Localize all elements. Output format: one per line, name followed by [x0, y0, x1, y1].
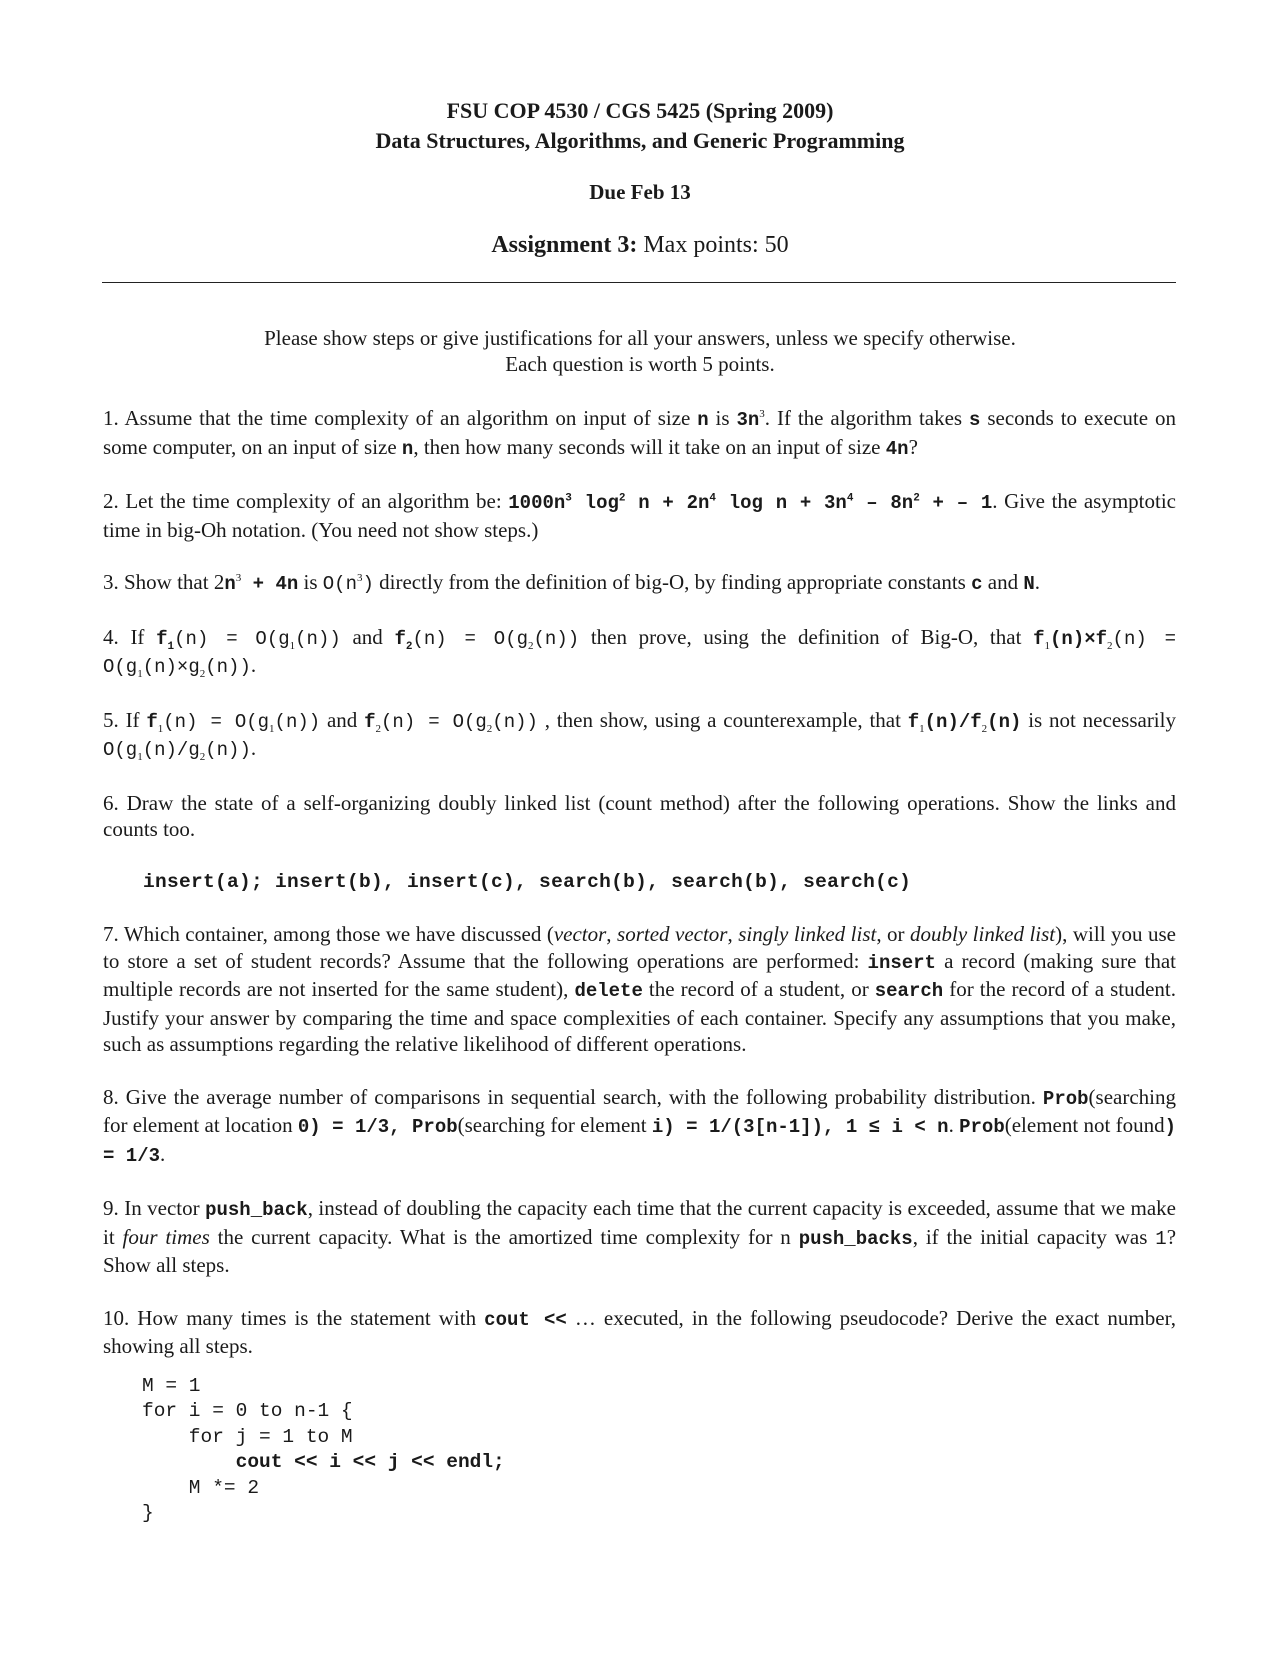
q1-text-d: seconds to execute on some computer, on an input of size: [103, 406, 1176, 459]
code-line: }: [142, 1502, 154, 1524]
q1-var-s: s: [969, 409, 981, 431]
q5-text-c: is not necessarily: [1021, 707, 1176, 732]
q8-text-b: (searching for element at location: [103, 1084, 1176, 1137]
question-6: 6. Draw the state of a self-organizing doubly linked list (count method) after the following operations. Show the links and counts too.: [103, 790, 1176, 841]
question-8: [103, 1084, 1176, 1170]
q4-text-a: 4. If: [103, 624, 157, 649]
q2-term-4: log n + 3n: [715, 492, 847, 514]
q3-text-c: directly from the definition of big-O, by finding appropriate constants: [373, 570, 972, 594]
question-7: [103, 921, 1176, 1058]
q3-text-end: .: [1034, 570, 1040, 594]
q1-text-f: ?: [908, 434, 918, 459]
q5-g1-sub: 1: [269, 722, 275, 735]
q4-text-end: .: [250, 653, 257, 677]
q1-exponent: 3: [759, 408, 765, 420]
q3-big-o-exp: 3: [357, 572, 363, 584]
q3-var-n: n: [224, 573, 236, 595]
max-points: Max points: 50: [643, 232, 789, 258]
q9-text-c: the current capacity. What is the amortized time complexity for n: [209, 1224, 799, 1249]
q2-term-4-exp: 4: [846, 492, 854, 505]
q7-container-sorted-vector: sorted vector: [617, 922, 728, 946]
q4-claim-times-g2: (n)×g: [142, 656, 200, 678]
q4-g1-rest: (n)): [295, 627, 341, 650]
q5-ratio-div-f2: (n)/f: [924, 710, 982, 733]
q4-g2-rest: (n)): [533, 627, 580, 650]
q3-exp: 3: [235, 572, 242, 584]
q5-g2-rest: (n)): [492, 710, 538, 733]
q8-value-1: ) = 1/3,: [309, 1116, 413, 1138]
instructions-line-2: Each question is worth 5 points.: [505, 352, 775, 376]
q4-premise-2: [394, 627, 413, 653]
assignment-label: Assignment 3:: [491, 232, 638, 258]
q5-text-b: , then show, using a counterexample, that: [537, 707, 908, 732]
q3-const-c: c: [971, 573, 983, 595]
q5-f2: f: [364, 710, 376, 733]
q7-text-e: for the record of a student. Justify your answer by comparing the time and space complexities of each container. Specify any assumptions that you make, such as assumptions regarding the relative likelihood of different operations.: [103, 977, 1176, 1056]
q5-o-g2-sub: 2: [199, 751, 206, 764]
q7-container-vector: vector: [553, 922, 607, 946]
q8-text-f: .: [948, 1113, 960, 1137]
q1-text-e: , then how many seconds will it take on an input of size: [413, 434, 886, 459]
question-1: [103, 405, 1176, 462]
due-date: Due Feb 13: [589, 180, 691, 204]
q5-f2-rest: (n) = O(g: [381, 710, 487, 733]
q1-text-a: 1. Assume that the time complexity of an algorithm on input of size: [103, 406, 698, 430]
q5-f2-sub: 2: [375, 722, 382, 735]
code-line: for i = 0 to n-1 {: [142, 1400, 353, 1422]
question-5: [103, 707, 1176, 764]
q4-claim-o-g1: (n) = O(g: [103, 627, 1176, 678]
q5-g2-sub: 2: [486, 722, 493, 735]
q4-claim-f1-sub: 1: [1044, 639, 1051, 652]
q5-ratio-f1: f: [907, 710, 920, 733]
q8-prob-3: Prob: [959, 1116, 1005, 1138]
q8-prob-2: Prob: [412, 1116, 458, 1138]
q10-cout: cout <<: [484, 1308, 567, 1331]
q5-ratio-f1-sub: 1: [919, 722, 925, 735]
q9-push-back: push_back: [205, 1199, 308, 1221]
q1-size-4n: 4n: [885, 437, 909, 460]
q4-text-and: and: [340, 624, 395, 649]
q3-text-b: is: [298, 570, 323, 594]
q7-sep-2: ,: [727, 922, 739, 946]
q4-f2-rest: (n) = O(g: [412, 627, 529, 650]
q5-text-end: .: [250, 736, 257, 760]
q4-g2-sub: 2: [528, 639, 534, 652]
q6-operations: insert(a); insert(b), insert(c), search(b), search(b), search(c): [143, 870, 912, 893]
code-line: cout << i << j << endl;: [142, 1451, 505, 1473]
q7-sep-3: , or: [876, 922, 911, 946]
q7-text-b: ), will you use to store a set of student records? Assume that the following operations are performed:: [103, 922, 1176, 973]
question-10: [103, 1305, 1176, 1360]
q2-term-3-exp: 4: [709, 492, 716, 505]
q10-pseudocode: [142, 1374, 1176, 1527]
q2-expression: [508, 492, 992, 514]
q7-text-c: a record (making sure that multiple records are not inserted for the same student),: [103, 948, 1176, 1001]
q7-text-d: the record of a student, or: [642, 977, 875, 1001]
q5-f1-rest: (n) = O(g: [163, 710, 270, 733]
question-4: [103, 624, 1176, 681]
q8-text-end: .: [160, 1141, 166, 1166]
q5-ratio-f2-sub: 2: [981, 722, 988, 735]
q9-four-times: four times: [122, 1224, 210, 1249]
course-subtitle: Data Structures, Algorithms, and Generic Programming: [375, 128, 905, 153]
q2-term-1-exp: 3: [565, 492, 572, 505]
q9-text-a: 9. In vector: [103, 1196, 206, 1220]
q3-plus-4n: + 4n: [241, 573, 299, 595]
q9-text-b: , instead of doubling the capacity each time that the current capacity is exceeded, assume that we make it: [103, 1196, 1176, 1249]
q1-var-n: n: [697, 409, 709, 431]
q3-big-o-close: ): [362, 573, 374, 595]
q9-push-backs: push_backs: [798, 1227, 913, 1250]
q7-op-insert: insert: [867, 951, 936, 974]
question-2: [103, 488, 1176, 543]
q8-prob-1: Prob: [1042, 1087, 1089, 1110]
q7-text-a: 7. Which container, among those we have discussed (: [103, 922, 554, 946]
q3-text-and: and: [982, 570, 1024, 594]
q7-container-doubly-linked: doubly linked list: [910, 922, 1056, 946]
q8-text-a: 8. Give the average number of comparisons in sequential search, with the following probability distribution.: [103, 1084, 1043, 1109]
q5-o-g1-sub: 1: [137, 751, 143, 764]
q5-g1-rest: (n)): [274, 710, 321, 733]
q2-text-b: . Give the asymptotic time in big-Oh notation. (You need not show steps.): [103, 489, 1176, 542]
q2-term-6: + – 1: [919, 492, 993, 514]
header-divider: [102, 282, 1176, 283]
q5-text-a: 5. If: [103, 707, 147, 732]
q4-f2-sub: 2: [405, 640, 413, 653]
q10-text-b: … executed, in the following pseudocode? Derive the exact number, showing all steps.: [103, 1305, 1176, 1358]
q3-big-o: O(n: [322, 573, 357, 595]
q8-text-g: (element not found: [1004, 1113, 1165, 1137]
q2-term-5-exp: 2: [913, 492, 920, 505]
q3-const-n: N: [1023, 573, 1035, 595]
question-9: [103, 1195, 1176, 1279]
q4-claim-close: (n)): [205, 656, 251, 678]
code-line: for j = 1 to M: [142, 1425, 353, 1448]
q9-initial-capacity: 1: [1155, 1227, 1167, 1250]
q4-claim-times-f2: (n)×f: [1050, 627, 1108, 650]
q8-var-i: i: [651, 1116, 664, 1138]
q8-text-d: (searching for element: [457, 1113, 652, 1137]
q4-claim-f1: f: [1033, 627, 1045, 650]
q4-f1-rest: (n) = O(g: [174, 627, 290, 650]
q4-premise-1: [156, 627, 175, 653]
instructions-line-1: Please show steps or give justifications for all your answers, unless we specify otherwise.: [264, 326, 1016, 350]
document-header: [0, 96, 1280, 261]
q4-f2: f: [394, 627, 406, 650]
q4-f1-sub: 1: [167, 640, 175, 653]
instructions: [0, 325, 1280, 377]
q2-term-3: n + 2n: [625, 492, 710, 514]
q4-claim-g2-sub: 2: [199, 668, 206, 681]
q5-f1: f: [146, 710, 158, 733]
q5-o-div-g2: (n)/g: [142, 739, 200, 761]
q8-value-2: ) = 1/(3[n-1]), 1 ≤ i < n: [663, 1116, 949, 1138]
q3-text-a: 3. Show that 2: [103, 570, 225, 594]
course-title: FSU COP 4530 / CGS 5425 (Spring 2009): [446, 98, 834, 123]
code-line: M = 1: [142, 1374, 201, 1397]
q5-text-and: and: [320, 707, 365, 732]
q9-text-d: , if the initial capacity was: [912, 1224, 1156, 1249]
q8-value-3: ) = 1/3: [103, 1116, 1176, 1167]
q5-f1-sub: 1: [157, 722, 164, 735]
q4-f1: f: [156, 627, 168, 650]
q4-claim-f2-sub: 2: [1107, 639, 1113, 652]
q2-text-a: 2. Let the time complexity of an algorithm be:: [103, 489, 509, 513]
q5-o-g1: O(g: [103, 739, 138, 761]
q5-ratio-close: (n): [987, 710, 1022, 733]
q7-sep-1: ,: [606, 922, 618, 946]
q1-text-c: . If the algorithm takes: [764, 406, 970, 430]
q1-text-b: is: [708, 406, 737, 430]
q9-text-e: ? Show all steps.: [103, 1224, 1177, 1277]
q2-term-2: log: [571, 492, 619, 514]
q7-container-singly-linked: singly linked list: [738, 922, 877, 946]
q10-text-a: 10. How many times is the statement with: [103, 1305, 485, 1330]
code-line: M *= 2: [142, 1476, 260, 1499]
q5-o-close: (n)): [205, 739, 251, 761]
q2-term-2-exp: 2: [618, 492, 626, 505]
q1-complexity: 3n: [736, 409, 760, 431]
question-3: [103, 569, 1176, 598]
q2-term-1: 1000n: [508, 492, 566, 514]
q8-location-0: 0: [297, 1116, 310, 1138]
q4-claim-g1-sub: 1: [137, 668, 143, 681]
q7-op-delete: delete: [574, 980, 643, 1002]
q4-g1-sub: 1: [289, 639, 296, 652]
q4-text-b: then prove, using the definition of Big-O, that: [579, 624, 1034, 649]
q1-var-n-2: n: [401, 437, 414, 460]
q2-term-5: – 8n: [853, 492, 914, 514]
assignment-title: [0, 229, 1280, 261]
question-list: [103, 405, 1176, 1527]
q7-op-search: search: [874, 980, 944, 1002]
